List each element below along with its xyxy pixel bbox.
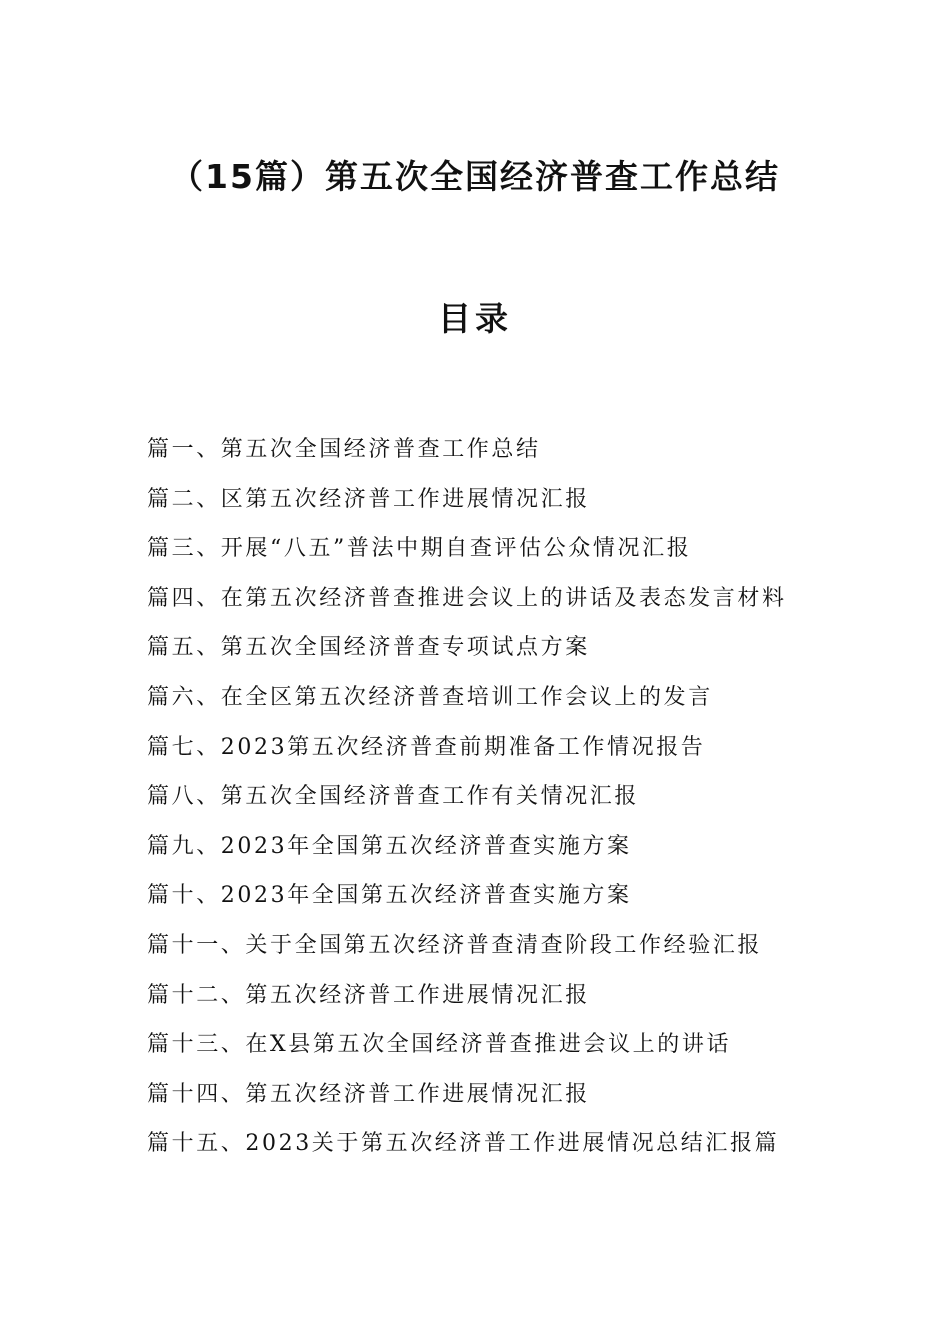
toc-item: 篇二、区第五次经济普工作进展情况汇报: [147, 486, 590, 512]
toc-item: 篇七、2023第五次经济普查前期准备工作情况报告: [147, 734, 706, 760]
toc-item: 篇十二、第五次经济普工作进展情况汇报: [147, 982, 590, 1008]
toc-item: 篇三、开展“八五”普法中期自查评估公众情况汇报: [147, 536, 692, 562]
toc-item: 篇十三、在X县第五次全国经济普查推进会议上的讲话: [147, 1032, 732, 1058]
toc-item: 篇五、第五次全国经济普查专项试点方案: [147, 635, 590, 661]
toc-item: 篇十五、2023关于第五次经济普工作进展情况总结汇报篇: [147, 1131, 780, 1157]
toc-item: 篇十一、关于全国第五次经济普查清查阶段工作经验汇报: [147, 932, 763, 958]
toc-item: 篇八、第五次全国经济普查工作有关情况汇报: [147, 784, 640, 810]
document-title: （15篇）第五次全国经济普查工作总结: [170, 157, 780, 196]
toc-item: 篇十四、第五次经济普工作进展情况汇报: [147, 1081, 590, 1107]
toc-item: 篇十、2023年全国第五次经济普查实施方案: [147, 883, 632, 909]
toc-item: 篇九、2023年全国第五次经济普查实施方案: [147, 833, 632, 859]
toc-heading: 目录: [438, 299, 512, 338]
toc-list: [147, 425, 812, 1169]
toc-item: 篇六、在全区第五次经济普查培训工作会议上的发言: [147, 684, 713, 710]
toc-item: 篇一、第五次全国经济普查工作总结: [147, 437, 541, 462]
toc-item: 篇四、在第五次经济普查推进会议上的讲话及表态发言材料: [147, 585, 787, 611]
